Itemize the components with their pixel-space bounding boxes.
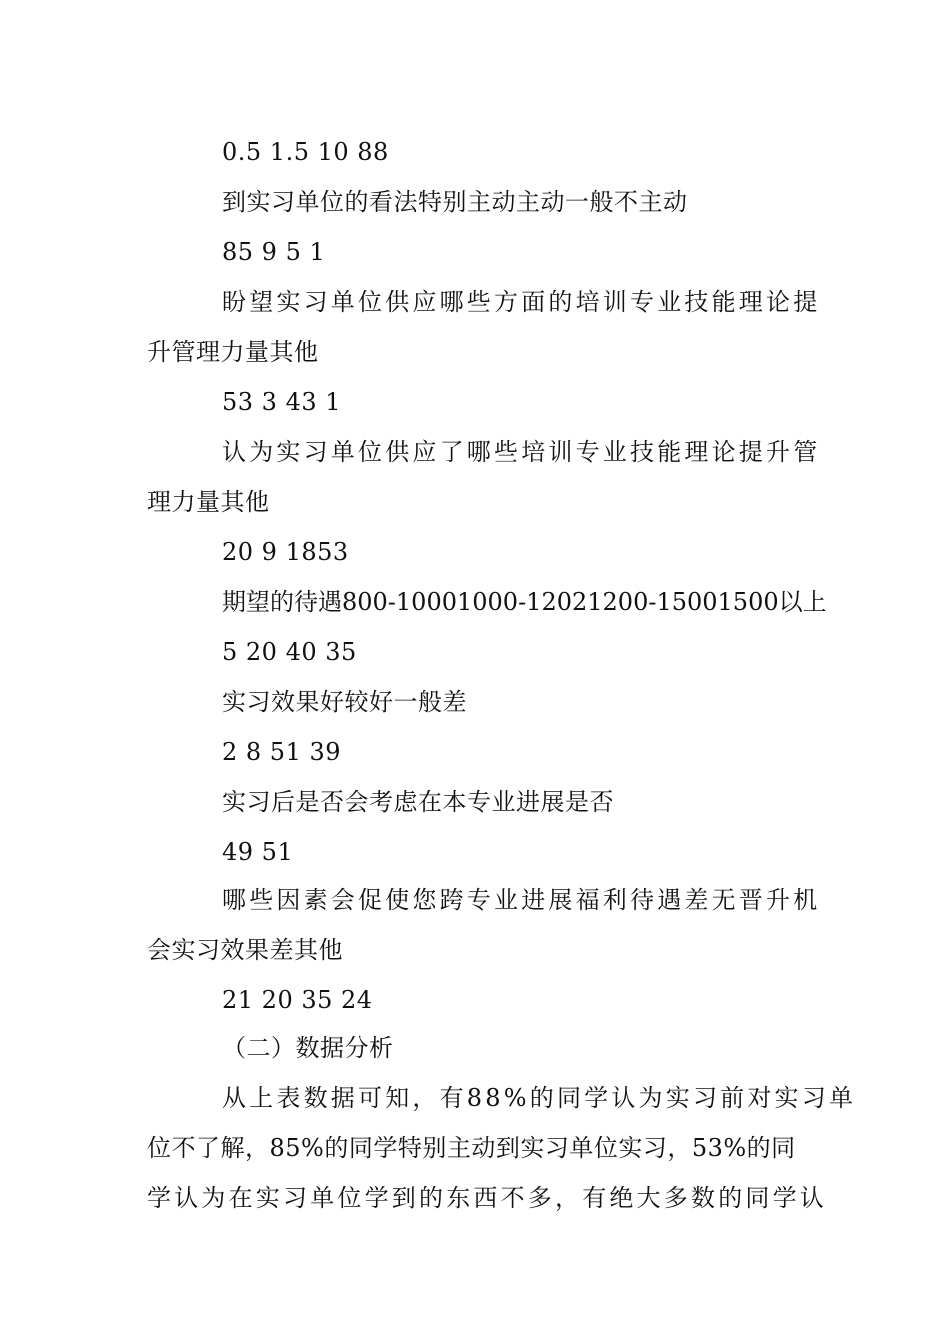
- survey-question-line: 实习效果好较好一般差: [222, 688, 467, 716]
- survey-question-continuation: 升管理力量其他: [147, 338, 319, 366]
- survey-values-row: 0.5 1.5 10 88: [222, 138, 389, 166]
- survey-question-line: 哪些因素会促使您跨专业进展福利待遇差无晋升机: [222, 886, 821, 914]
- survey-question-line: 盼望实习单位供应哪些方面的培训专业技能理论提: [222, 288, 821, 316]
- survey-question-continuation: 理力量其他: [147, 488, 270, 516]
- analysis-paragraph-line: 位不了解，85%的同学特别主动到实习单位实习，53%的同: [147, 1134, 796, 1162]
- survey-values-row: 53 3 43 1: [222, 388, 342, 416]
- survey-values-row: 85 9 5 1: [222, 238, 326, 266]
- survey-question-line: 期望的待遇800-10001000-12021200-15001500以上: [222, 588, 827, 616]
- survey-question-line: 认为实习单位供应了哪些培训专业技能理论提升管: [222, 438, 821, 466]
- survey-question-line: 到实习单位的看法特别主动主动一般不主动: [222, 188, 688, 216]
- survey-question-line: 实习后是否会考虑在本专业进展是否: [222, 788, 614, 816]
- survey-values-row: 49 51: [222, 838, 294, 866]
- survey-values-row: 5 20 40 35: [222, 638, 357, 666]
- survey-question-continuation: 会实习效果差其他: [147, 936, 343, 964]
- survey-values-row: 2 8 51 39: [222, 738, 342, 766]
- analysis-paragraph-line: 学认为在实习单位学到的东西不多，有绝大多数的同学认: [147, 1184, 827, 1212]
- section-heading: （二）数据分析: [222, 1034, 394, 1062]
- analysis-paragraph-line: 从上表数据可知，有88%的同学认为实习前对实习单: [222, 1084, 857, 1112]
- survey-values-row: 20 9 1853: [222, 538, 349, 566]
- survey-values-row: 21 20 35 24: [222, 986, 373, 1014]
